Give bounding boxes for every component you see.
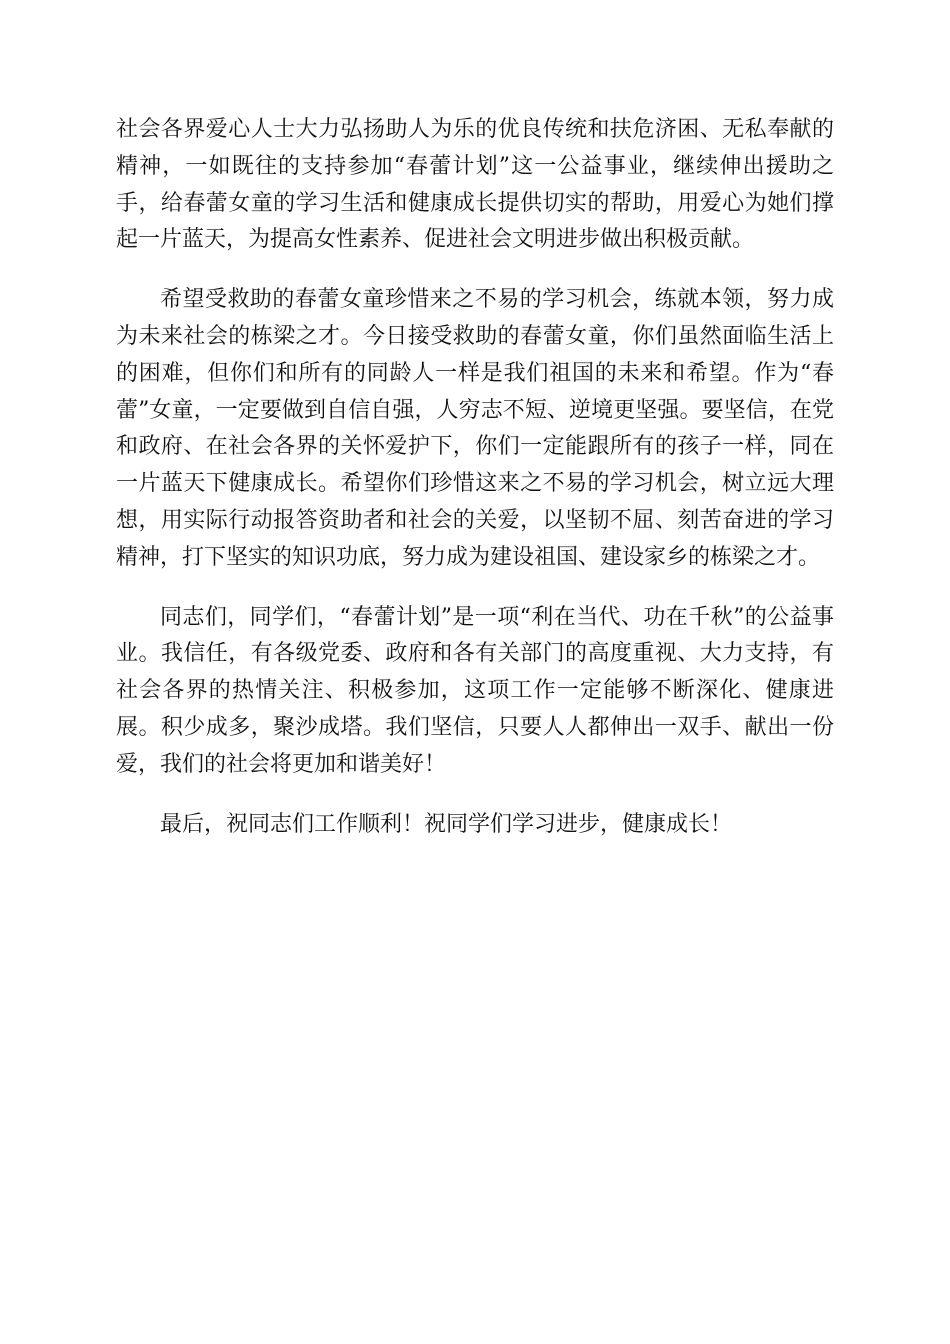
paragraph-3: 同志们，同学们，“春蕾计划”是一项“利在当代、功在千秋”的公益事业。我信任，有各级党委、政府和各有关部门的高度重视、大力支持，有社会各界的热情关注、积极参加，这项工作一定能够不断深化、健康进展。积少成多，聚沙成塔。我们坚信，只要人人都伸出一双手、献出一份爱，我们的社会将更加和谐美好！ — [116, 604, 834, 777]
paragraph-4: 最后，祝同志们工作顺利！祝同学们学习进步，健康成长！ — [160, 811, 733, 837]
document-body — [116, 112, 834, 866]
paragraph-1: 社会各界爱心人士大力弘扬助人为乐的优良传统和扶危济困、无私奉献的精神，一如既往的支持参加“春蕾计划”这一公益事业，继续伸出援助之手，给春蕾女童的学习生活和健康成长提供切实的帮助，用爱心为她们撑起一片蓝天，为提高女性素养、促进社会文明进步做出积极贡献。 — [116, 117, 834, 253]
paragraph-2: 希望受救助的春蕾女童珍惜来之不易的学习机会，练就本领，努力成为未来社会的栋梁之才。今日接受救助的春蕾女童，你们虽然面临生活上的困难，但你们和所有的同龄人一样是我们祖国的未来和希望。作为“春蕾”女童，一定要做到自信自强，人穷志不短、逆境更坚强。要坚信，在党和政府、在社会各界的关怀爱护下，你们一定能跟所有的孩子一样，同在一片蓝天下健康成长。希望你们珍惜这来之不易的学习机会，树立远大理想，用实际行动报答资助者和社会的关爱，以坚韧不屈、刻苦奋进的学习精神，打下坚实的知识功底，努力成为建设祖国、建设家乡的栋梁之才。 — [116, 287, 834, 570]
